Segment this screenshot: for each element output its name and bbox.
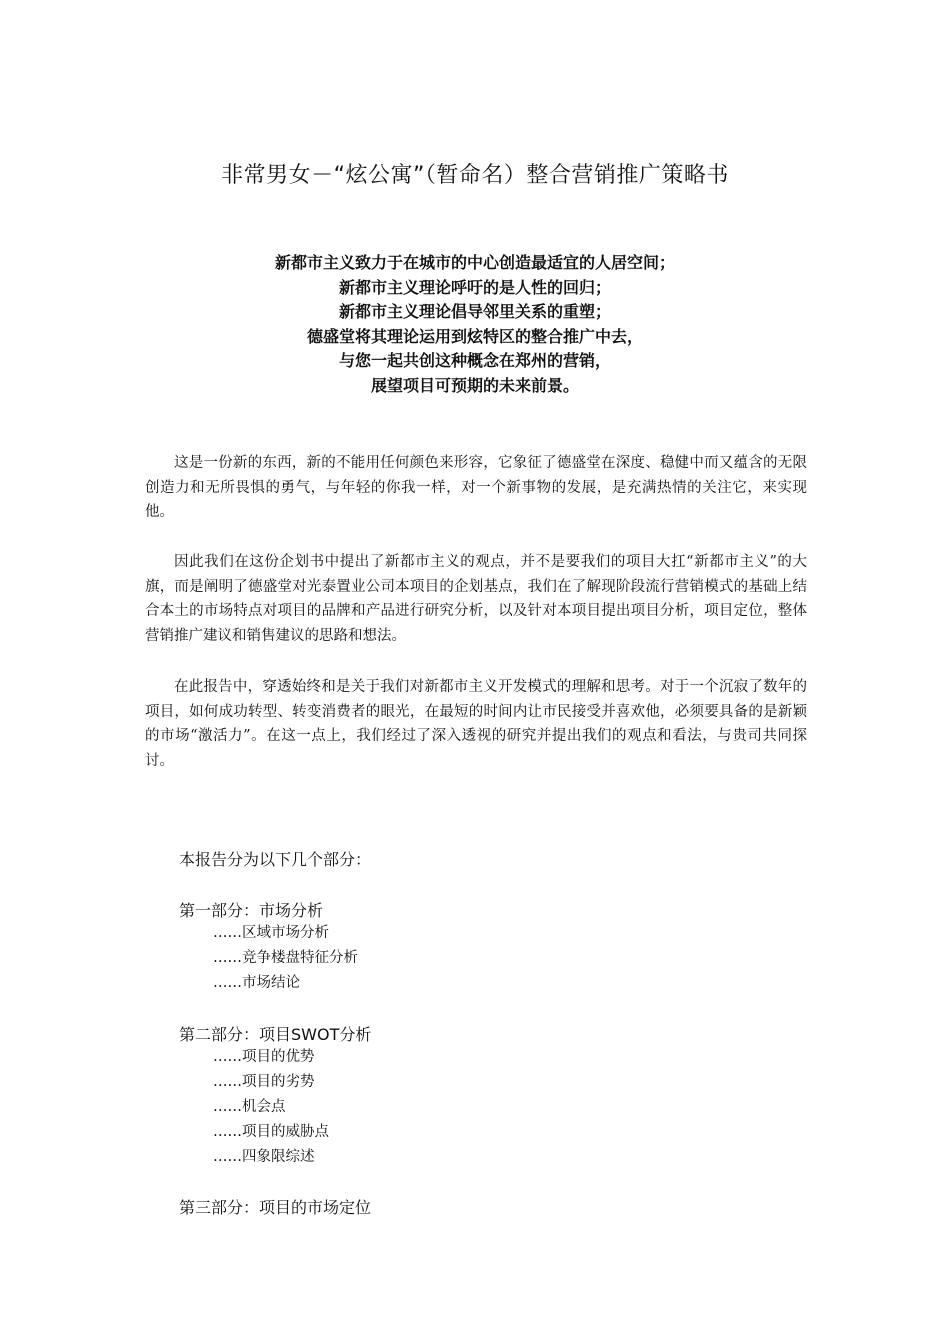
slogan-line: 新都市主义致力于在城市的中心创造最适宜的人居空间； (274, 253, 675, 272)
toc-item: ……机会点 (213, 1099, 286, 1115)
slogan-line: 展望项目可预期的未来前景。 (370, 375, 579, 395)
toc-item: ……竞争楼盘特征分析 (213, 950, 358, 966)
toc-section-heading: 第二部分：项目SWOT分析 (179, 1025, 372, 1044)
toc-item: ……项目的优势 (213, 1049, 315, 1065)
toc-item: ……四象限综述 (213, 1149, 315, 1165)
toc-section-heading: 第三部分：项目的市场定位 (179, 1198, 372, 1217)
body-paragraph: 这是一份新的东西，新的不能用任何颜色来形容，它象征了德盛堂在深度、稳健中而又蕴含的无限创造力和无所畏惧的勇气，与年轻的你我一样，对一个新事物的发展，是充满热情的关注它，来实现他。 (145, 455, 807, 521)
toc-item: ……区域市场分析 (213, 925, 329, 941)
document-title: 非常男女－“炫公寓”（暂命名）整合营销推广策略书 (221, 163, 729, 188)
toc-section-heading: 第一部分：市场分析 (179, 901, 324, 920)
slogan-line: 与您一起共创这种概念在郑州的营销， (338, 351, 611, 371)
slogan-line: 德盛堂将其理论运用到炫特区的整合推广中去， (306, 326, 643, 346)
toc-intro: 本报告分为以下几个部分： (179, 850, 372, 869)
body-paragraph: 在此报告中，穿透始终和是关于我们对新都市主义开发模式的理解和思考。对于一个沉寂了数年的项目，如何成功转型、转变消费者的眼光，在最短的时间内让市民接受并喜欢他，必须要具备的是新颖的市场“激活力”。在这一点上，我们经过了深入透视的研究并提出我们的观点和看法，与贵司共同探讨。 (145, 679, 807, 769)
slogan-line: 新都市主义理论呼吁的是人性的回归； (338, 277, 611, 297)
body-paragraph: 因此我们在这份企划书中提出了新都市主义的观点，并不是要我们的项目大扛“新都市主义”的大旗，而是阐明了德盛堂对光泰置业公司本项目的企划基点，我们在了解现阶段流行营销模式的基础上结合本土的市场特点对项目的品牌和产品进行研究分析，以及针对本项目提出项目分析，项目定位，整体营销推广建议和销售建议的思路和想法。 (145, 554, 807, 644)
slogan-block (0, 251, 950, 399)
toc-item: ……市场结论 (213, 975, 300, 991)
toc-item: ……项目的威胁点 (213, 1124, 329, 1140)
slogan-line: 新都市主义理论倡导邻里关系的重塑； (338, 302, 611, 322)
toc-item: ……项目的劣势 (213, 1074, 315, 1090)
